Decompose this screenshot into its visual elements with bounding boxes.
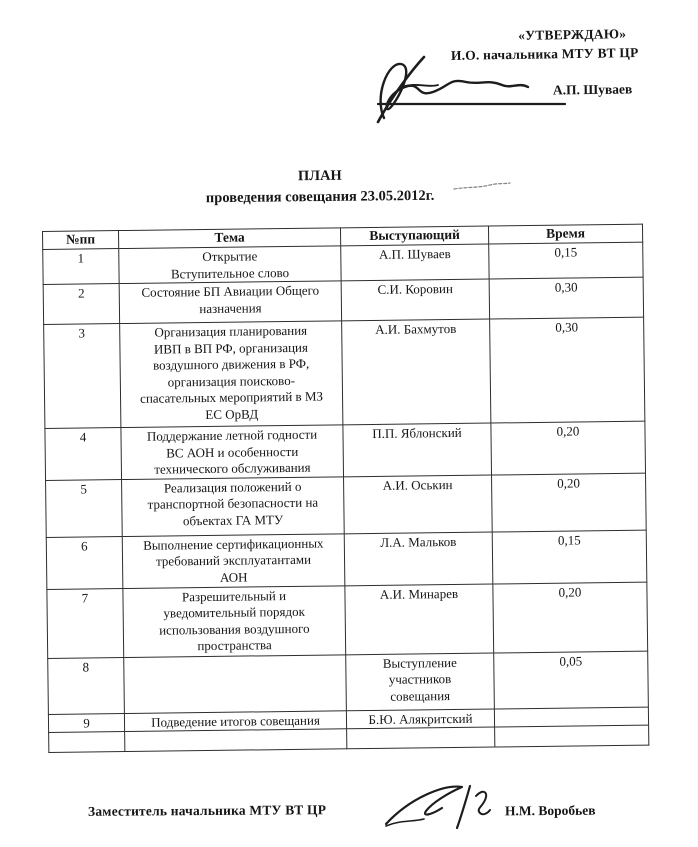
title-line2: проведения совещания 23.05.2012г. [205,187,435,207]
row-num-cell: 5 [46,479,123,537]
row-num-cell: 9 [48,713,124,732]
header-speaker: Выступающий [340,226,488,246]
pencil-mark [452,180,512,192]
time-cell: 0,30 [490,317,645,423]
speaker-cell: П.П. Яблонский [343,423,492,476]
time-cell: 0,30 [489,277,643,319]
time-cell: 0,20 [492,473,647,532]
document-title [0,163,640,212]
row-num-cell: 6 [46,536,123,589]
header-topic: Тема [119,228,341,249]
row-num-cell: 8 [48,657,125,714]
footer-signer-name: Н.М. Воробьев [504,802,596,819]
topic-cell: Подведение итогов совещания [124,710,346,731]
topic-cell [125,729,347,752]
row-num-cell: 4 [45,428,122,480]
speaker-cell: Л.А. Мальков [344,532,493,586]
table-row [47,582,648,658]
topic-cell: Разрешительный и уведомительный порядок использования воздушного пространства [123,585,346,657]
meeting-plan-table [42,224,649,753]
topic-cell: Выполнение сертификационных требований эксплуатантами АОН [122,533,345,588]
time-cell: 0,15 [489,242,643,279]
time-cell: 0,15 [492,530,647,584]
header-num: №пп [43,231,119,250]
time-cell: 0,20 [493,582,648,653]
row-num-cell: 7 [47,588,124,658]
speaker-cell: А.П. Шуваев [341,244,489,281]
time-cell [495,725,649,747]
approval-stamp: «УТВЕРЖДАЮ» [518,26,627,43]
approval-role: И.О. начальника МТУ ВТ ЦР [450,44,639,63]
header-time: Время [488,224,642,244]
speaker-cell [347,727,495,749]
table-row [46,530,647,589]
speaker-cell: Выступление участников совещания [346,653,495,711]
shuvaev-signature [372,52,572,124]
speaker-cell: С.И. Коровин [341,279,489,321]
vorobyev-signature [382,780,502,836]
speaker-cell: А.И. Оськин [344,475,493,534]
topic-cell: Открытие Вступительное слово [119,246,341,284]
row-num-cell [49,732,125,753]
time-cell [494,707,648,727]
topic-cell: Состояние БП Авиации Общего назначения [119,281,341,324]
title-line1: ПЛАН [297,167,342,185]
speaker-cell: А.И. Бахмутов [342,319,491,425]
approval-signer-name: А.П. Шуваев [552,81,633,98]
topic-cell: Организация планирования ИВП в ВП РФ, организация воздушного движения в РФ, организация поисково- спасательных мероприятий в МЗ ЕС ОрВД [120,321,343,428]
table-row [46,473,647,537]
row-num-cell: 1 [43,249,119,285]
table-row [45,421,646,480]
time-cell: 0,05 [494,651,649,709]
topic-cell [124,654,347,713]
topic-cell: Реализация положений о транспортной безопасности на объектах ГА МТУ [122,476,345,536]
meeting-plan-table-wrap [42,224,649,753]
row-num-cell: 3 [44,324,121,429]
table-row [48,651,649,714]
table-row [44,317,645,428]
footer-role: Заместитель начальника МТУ ВТ ЦР [87,802,327,819]
speaker-cell: А.И. Минарев [345,584,494,655]
speaker-cell: Б.Ю. Алякритский [346,709,494,729]
time-cell: 0,20 [491,421,646,474]
row-num-cell: 2 [43,284,119,325]
topic-cell: Поддержание летной годности ВС АОН и особенности технического обслуживания [121,425,344,479]
